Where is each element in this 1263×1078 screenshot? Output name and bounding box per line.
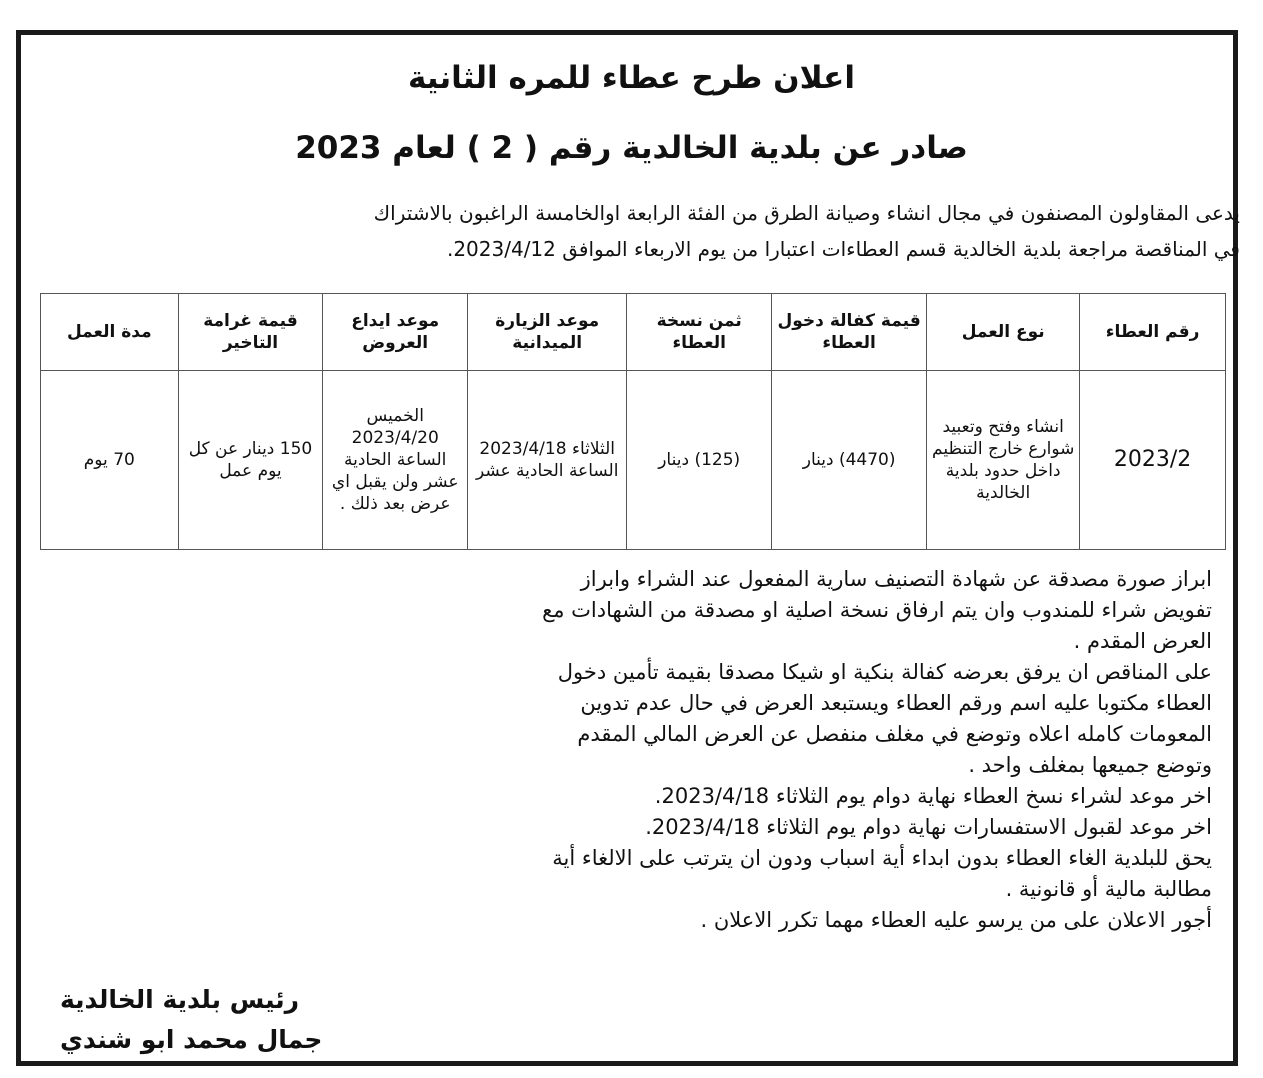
tender-table (40, 293, 1226, 550)
condition-line: مطالبة مالية أو قانونية . (1005, 877, 1212, 901)
cell-submission-date: الخميس 2023/4/20 الساعة الحادية عشر ولن يقبل اي عرض بعد ذلك . (323, 371, 468, 550)
conditions-text (40, 564, 1212, 936)
cell-tender-number: 2023/2 (1080, 371, 1226, 550)
table-row (41, 371, 1226, 550)
cell-duration: 70 يوم (41, 371, 179, 550)
signature-title: رئيس بلدية الخالدية (60, 985, 300, 1014)
table-header-row (41, 294, 1226, 371)
intro-line: في المناقصة مراجعة بلدية الخالدية قسم العطاءات اعتبارا من يوم الاربعاء الموافق 2023/4/12. (446, 237, 1240, 261)
header-copy-price: ثمن نسخة العطاء (627, 294, 772, 371)
header-bid-bond: قيمة كفالة دخول العطاء (772, 294, 927, 371)
signature-block (60, 980, 390, 1060)
intro-paragraph (40, 195, 1240, 267)
header-tender-number: رقم العطاء (1080, 294, 1226, 371)
cell-site-visit: الثلاثاء 2023/4/18 الساعة الحادية عشر (468, 371, 627, 550)
condition-line: العطاء مكتوبا عليه اسم ورقم العطاء ويستبعد العرض في حال عدم تدوين (580, 691, 1212, 715)
header-work-type: نوع العمل (927, 294, 1080, 371)
condition-line: أجور الاعلان على من يرسو عليه العطاء مهما تكرر الاعلان . (700, 908, 1212, 932)
announcement-subtitle: صادر عن بلدية الخالدية رقم ( 2 ) لعام 2023 (295, 130, 968, 166)
header-delay-penalty: قيمة غرامة التاخير (178, 294, 323, 371)
header-duration: مدة العمل (41, 294, 179, 371)
condition-line: اخر موعد لشراء نسخ العطاء نهاية دوام يوم الثلاثاء 2023/4/18. (654, 784, 1212, 808)
announcement-title: اعلان طرح عطاء للمره الثانية (408, 60, 855, 96)
intro-line: يدعى المقاولون المصنفون في مجال انشاء وصيانة الطرق من الفئة الرابعة اوالخامسة الراغبون بالاشتراك (373, 201, 1240, 225)
condition-line: المعومات كامله اعلاه وتوضع في مغلف منفصل عن العرض المالي المقدم (577, 722, 1212, 746)
condition-line: اخر موعد لقبول الاستفسارات نهاية دوام يوم الثلاثاء 2023/4/18. (645, 815, 1212, 839)
header-site-visit: موعد الزيارة الميدانية (468, 294, 627, 371)
header-submission-date: موعد ايداع العروض (323, 294, 468, 371)
condition-line: يحق للبلدية الغاء العطاء بدون ابداء أية اسباب ودون ان يترتب على الالغاء أية (552, 846, 1212, 870)
condition-line: على المناقص ان يرفق بعرضه كفالة بنكية او شيكا مصدقا بقيمة تأمين دخول (557, 660, 1212, 684)
cell-bid-bond: (4470) دينار (772, 371, 927, 550)
cell-delay-penalty: 150 دينار عن كل يوم عمل (178, 371, 323, 550)
condition-line: العرض المقدم . (1073, 629, 1212, 653)
condition-line: تفويض شراء للمندوب وان يتم ارفاق نسخة اصلية او مصدقة من الشهادات مع (542, 598, 1212, 622)
signature-name: جمال محمد ابو شندي (60, 1025, 323, 1054)
condition-line: ابراز صورة مصدقة عن شهادة التصنيف سارية المفعول عند الشراء وابراز (580, 567, 1212, 591)
condition-line: وتوضع جميعها بمغلف واحد . (968, 753, 1212, 777)
cell-copy-price: (125) دينار (627, 371, 772, 550)
cell-work-type: انشاء وفتح وتعبيد شوارع خارج التنظيم داخل حدود بلدية الخالدية (927, 371, 1080, 550)
